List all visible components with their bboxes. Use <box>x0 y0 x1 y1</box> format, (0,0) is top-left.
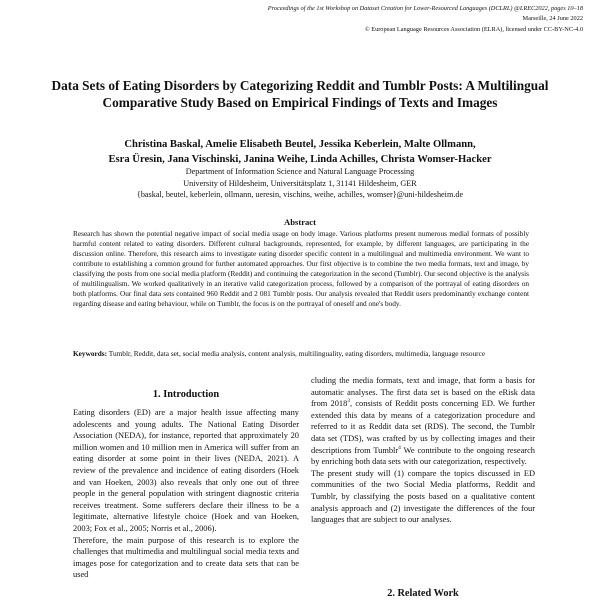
abstract-heading: Abstract <box>284 217 316 227</box>
footnote-ref-3: 3 <box>347 398 351 405</box>
paper-title: Data Sets of Eating Disorders by Categorizing Reddit and Tumblr Posts: A Multilingual Comparative Study Based on Empirical Findings of Texts and Images <box>51 78 549 110</box>
right-column <box>311 375 535 585</box>
keywords-label: Keywords: <box>73 349 108 358</box>
affiliation-university: University of Hildesheim, Universitätsplatz 1, 31141 Hildesheim, GER <box>183 178 417 188</box>
footnote-ref-4: 4 <box>398 444 401 451</box>
author-emails: {baskal, beutel, keberlein, ollmann, ueresin, vischins, weihe, achilles, womser}@uni-hildesheim.de <box>136 190 464 199</box>
affiliation-department: Department of Information Science and Natural Language Processing <box>185 167 415 176</box>
section-heading-introduction: 1. Introduction <box>152 389 220 400</box>
proceedings-header: Proceedings of the 1st Workshop on Dataset Creation for Lower-Resourced Languages (DCLRL) @LREC2022, pages 10–18 <box>267 5 583 12</box>
right-p1-part-b: , consists of Reddit posts concerning ED. We further extended this data by means of a categorization procedure and referred to it as Reddit data set (RDS). The second, the Tumblr data set (TDS), was crafted by us by collecting images and their descriptions from Tumblr <box>311 399 535 455</box>
license-line: © European Language Resources Association (ELRA), licensed under CC-BY-NC-4.0 <box>364 26 583 33</box>
intro-paragraph-1: Eating disorders (ED) are a major health issue affecting many adolescents and young adults. The National Eating Disorder Association (NEDA), for instance, reported that approximately 20 million women and 10 million men in America will suffer from an eating disorder at some point in their lives (NEDA, 2021). A review of the prevalence and incidence of eating disorders (Hoek and van Hoeken, 2003) also reveals that only one out of three people in the general population with stringent diagnostic criteria receives treatment. Some sufferers declare their illness to be a legitimate, alternative lifestyle choice (Hoek and van Hoeken, 2003; Fox et al., 2005; Norris et al., 2006). <box>73 408 299 533</box>
keywords <box>73 349 529 359</box>
intro-paragraph-2: Therefore, the main purpose of this research is to explore the challenges that multimedia and multilingual social media texts and images pose for categorization and to create data sets that can be used <box>73 535 299 580</box>
right-p1-part-a: cluding the media formats, text and image, that form a basis for automatic analyses. The first data set is based on the eRisk data from 2018 <box>311 376 535 409</box>
right-p1-part-c: We contribute to the ongoing research by enriching both data sets with our categorization, respectively. <box>311 445 535 467</box>
left-column <box>73 407 299 600</box>
affiliation-block <box>40 166 560 201</box>
right-paragraph-2: The present study will (1) compare the topics discussed in ED communities of the two Social Media platforms, Reddit and Tumblr, by classifying the posts based on a qualitative content analysis approach and (2) investigate the differences of the four languages that are subject to our analyses. <box>311 468 535 525</box>
authors-line-1: Christina Baskal, Amelie Elisabeth Beutel, Jessika Keberlein, Malte Ollmann, <box>124 139 476 150</box>
author-list <box>40 137 560 167</box>
authors-line-2: Esra Üresin, Jana Vischinski, Janina Weihe, Linda Achilles, Christa Womser-Hacker <box>108 154 492 165</box>
venue-date: Marseille, 24 June 2022 <box>522 15 583 22</box>
keywords-text: Tumblr, Reddit, data set, social media analysis, content analysis, multilinguality, eating disorders, multimedia, language resource <box>108 349 486 358</box>
right-paragraph-1 <box>311 375 535 468</box>
section-heading-related-work: 2. Related Work <box>387 588 459 599</box>
abstract-text: Research has shown the potential negative impact of social media usage on body image. Various platforms present numerous medial formats of possibly harmful content related to eating disorders. Different cultural backgrounds, represented, for example, by different languages, are participating in the discussion online. Therefore, this research aims to investigate eating disorder specific content in a multilingual and multimedia environment. We want to contribute to establishing a common ground for further automated approaches. Our first objective is to combine the two media formats, text and image, by classifying the posts from one social media platform (Reddit) and continuing the categorization in the second (Tumblr). Our second objective is the analysis of multilingualism. We worked qualitatively in an iterative valid categorization process, followed by a comparison of the portrayal of eating disorders on both platforms. Our final data sets contained 960 Reddit and 2 081 Tumblr posts. Our analysis revealed that Reddit users predominantly exchange content regarding disease and eating behaviour, while on Tumblr, the focus is on the portrayal of oneself and one's body. <box>73 229 529 308</box>
